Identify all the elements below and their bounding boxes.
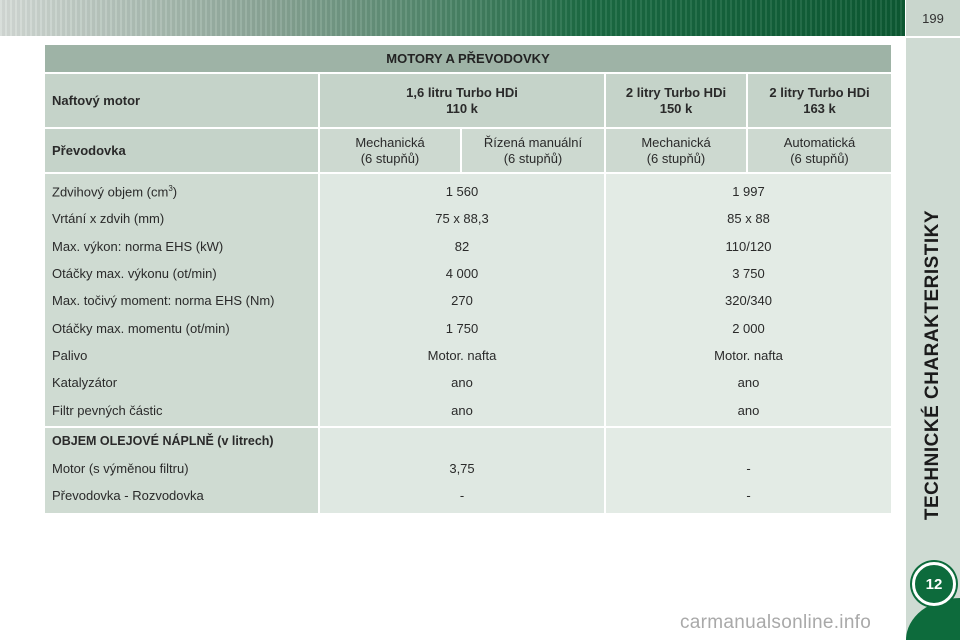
gearbox-cell: Řízená manuální (6 stupňů)	[461, 128, 605, 173]
engine-header: 1,6 litru Turbo HDi 110 k	[319, 73, 605, 128]
table-row	[45, 173, 891, 205]
row-label: Otáčky max. výkonu (ot/min)	[45, 260, 319, 287]
row-label: Katalyzátor	[45, 369, 319, 396]
cell-value: ano	[605, 396, 891, 426]
table-row	[45, 369, 891, 396]
oil-heading-row	[45, 427, 891, 455]
row-label: Palivo	[45, 342, 319, 369]
engine-label: Naftový motor	[45, 73, 319, 128]
row-label: Vrtání x zdvih (mm)	[45, 205, 319, 232]
cell-value: -	[319, 482, 605, 513]
cell-value: Motor. nafta	[605, 342, 891, 369]
gearbox-cell: Mechanická (6 stupňů)	[605, 128, 747, 173]
table-row	[45, 314, 891, 341]
cell-value: 1 997	[605, 173, 891, 205]
chapter-title-text: TECHNICKÉ CHARAKTERISTIKY	[922, 209, 943, 521]
cell-value: 3,75	[319, 455, 605, 482]
cell-value: ano	[319, 396, 605, 426]
oil-heading: OBJEM OLEJOVÉ NÁPLNĚ (v litrech)	[45, 427, 319, 455]
row-label: Otáčky max. momentu (ot/min)	[45, 314, 319, 341]
chapter-title	[906, 190, 960, 540]
cell-value: 110/120	[605, 233, 891, 260]
engine-header: 2 litry Turbo HDi 163 k	[747, 73, 891, 128]
cell-value: 1 560	[319, 173, 605, 205]
table-title: MOTORY A PŘEVODOVKY	[45, 45, 891, 73]
table-title-row	[45, 45, 891, 73]
gearbox-row	[45, 128, 891, 173]
engines-gearboxes-table	[45, 45, 891, 513]
cell-value: 75 x 88,3	[319, 205, 605, 232]
page-number: 199	[906, 0, 960, 36]
engine-header-row	[45, 73, 891, 128]
table-row	[45, 233, 891, 260]
gearbox-cell: Automatická (6 stupňů)	[747, 128, 891, 173]
gearbox-label: Převodovka	[45, 128, 319, 173]
cell-value: ano	[605, 369, 891, 396]
cell-value: ano	[319, 369, 605, 396]
table-row	[45, 287, 891, 314]
watermark: carmanualsonline.info	[680, 612, 872, 633]
table-row	[45, 260, 891, 287]
table-row	[45, 396, 891, 426]
gearbox-cell: Mechanická (6 stupňů)	[319, 128, 461, 173]
row-label: Max. výkon: norma EHS (kW)	[45, 233, 319, 260]
cell-value: -	[605, 455, 891, 482]
cell-value: 4 000	[319, 260, 605, 287]
table-row	[45, 342, 891, 369]
row-label: Filtr pevných částic	[45, 396, 319, 426]
table-row	[45, 205, 891, 232]
cell-value: 2 000	[605, 314, 891, 341]
table-row	[45, 455, 891, 482]
chapter-number-badge: 12	[912, 562, 956, 606]
cell-value: -	[605, 482, 891, 513]
engine-header: 2 litry Turbo HDi 150 k	[605, 73, 747, 128]
cell-value: Motor. nafta	[319, 342, 605, 369]
cell-value: 82	[319, 233, 605, 260]
row-label: Max. točivý moment: norma EHS (Nm)	[45, 287, 319, 314]
table-row	[45, 482, 891, 513]
cell-value: 270	[319, 287, 605, 314]
cell-value: 1 750	[319, 314, 605, 341]
row-label: Zdvihový objem $(cm^3)$	[45, 173, 319, 205]
cell-value: 320/340	[605, 287, 891, 314]
top-banner	[0, 0, 905, 36]
row-label: Motor (s výměnou filtru)	[45, 455, 319, 482]
row-label: Převodovka - Rozvodovka	[45, 482, 319, 513]
cell-value: 3 750	[605, 260, 891, 287]
cell-value: 85 x 88	[605, 205, 891, 232]
